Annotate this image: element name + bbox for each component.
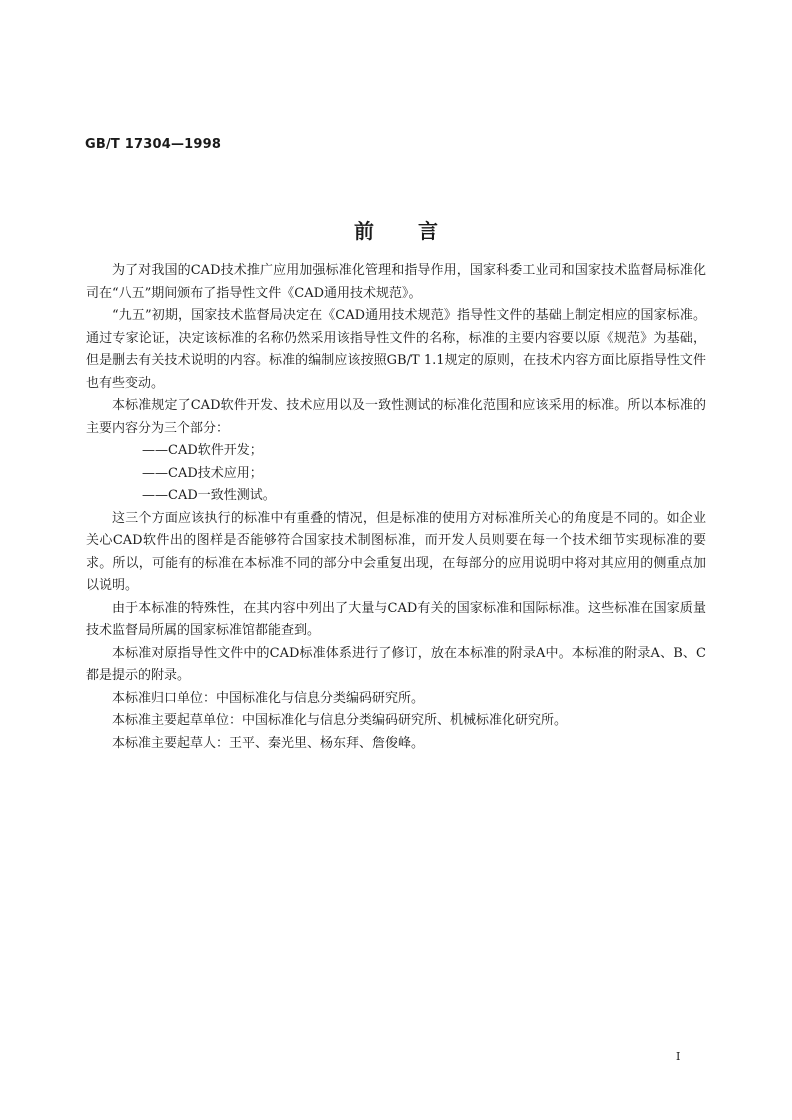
paragraph: 本标准主要起草单位：中国标准化与信息分类编码研究所、机械标准化研究所。 [112,713,568,728]
paragraph: 本标准规定了CAD软件开发、技术应用以及一致性测试的标准化范围和应该采用的标准。所以本标准的主要内容分为三个部分： [86,398,706,436]
standard-number: GB/T 17304—1998 [85,137,222,152]
paragraph: 由于本标准的特殊性，在其内容中列出了大量与CAD有关的国家标准和国际标准。这些标准在国家质量技术监督局所属的国家标准馆都能查到。 [86,600,706,638]
page-title: 前言 [354,219,482,243]
list-item: ——CAD软件开发； [142,443,263,458]
list-item: ——CAD技术应用； [142,465,263,481]
paragraph: 为了对我国的CAD技术推广应用加强标准化管理和指导作用，国家科委工业司和国家技术监督局标准化司在“八五”期间颁布了指导性文件《CAD通用技术规范》。 [86,263,706,301]
paragraph: “九五”初期，国家技术监督局决定在《CAD通用技术规范》指导性文件的基础上制定相应的国家标准。通过专家论证，决定该标准的名称仍然采用该指导性文件的名称，标准的主要内容要以原《规范》为基础，但是删去有关技术说明的内容。标准的编制应该按照GB/T 1.1规定的原则，在技术内容方面比原指导性文件也有些变动。 [86,308,706,391]
paragraph: 本标准主要起草人：王平、秦光里、杨东拜、詹俊峰。 [112,735,425,751]
paragraph: 本标准对原指导性文件中的CAD标准体系进行了修订，放在本标准的附录A中。本标准的附录A、B、C都是提示的附录。 [86,645,706,683]
foreword-body [86,260,706,755]
paragraph: 本标准归口单位：中国标准化与信息分类编码研究所。 [112,690,425,706]
paragraph: 这三个方面应该执行的标准中有重叠的情况，但是标准的使用方对标准所关心的角度是不同的。如企业关心CAD软件出的图样是否能够符合国家技术制图标准，而开发人员则要在每一个技术细节实现标准的要求。所以，可能有的标准在本标准不同的部分中会重复出现，在每部分的应用说明中将对其应用的侧重点加以说明。 [86,510,706,593]
page-number: I [676,1050,681,1063]
list-item: ——CAD一致性测试。 [142,488,276,503]
